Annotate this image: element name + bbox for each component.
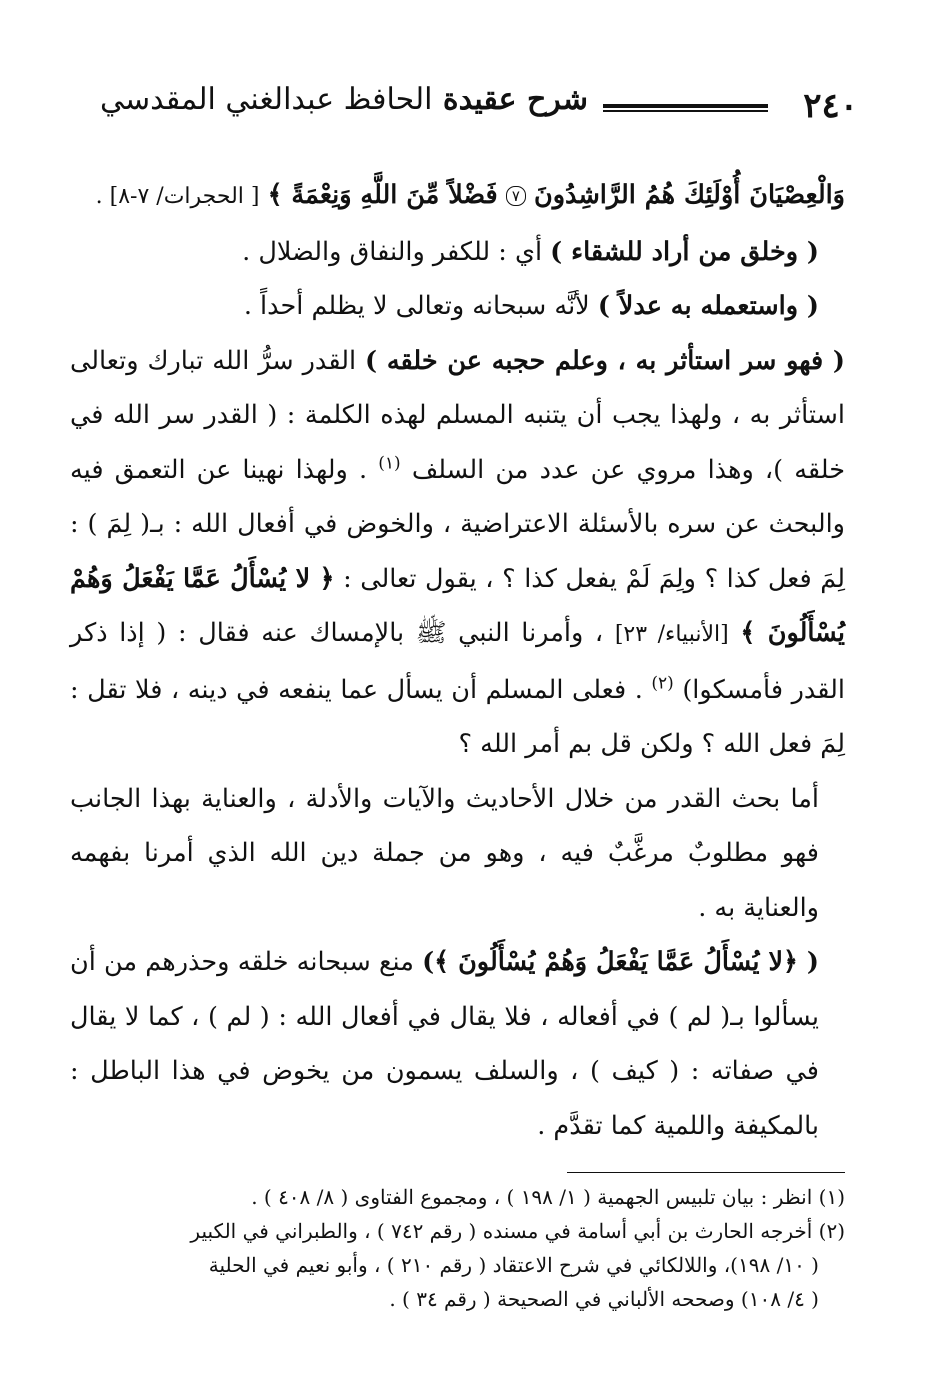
commentary: القدر سرُّ الله تبارك وتعالى استأثر به ، ولهذا يجب أن يتنبه المسلم لهذه الكلمة : ( القدر سر الله في خلقه )، وهذا مروي عن عدد من السلف	[70, 345, 846, 485]
footnote-1: (١) انظر : بيان تلبيس الجهمية ( ١/ ١٩٨ ) ، ومجموع الفتاوى ( ٨/ ٤٠٨ ) .	[251, 1185, 845, 1209]
commentary: ، وأمرنا النبي ﷺ بالإمساك عنه فقال : ( إذا ذكر القدر فأمسكوا)	[70, 618, 846, 705]
book-title-main: شرح عقيدة	[442, 82, 588, 117]
verse-reference: [الأنبياء/ ٢٣]	[614, 622, 729, 647]
commentary: أما بحث القدر من خلال الأحاديث والآيات والأدلة ، والعناية بهذا الجانب فهو مطلوبٌ مرغَّبٌ فيه ، وهو من جملة دين الله الذي أمرنا بفهمه والعناية به .	[70, 783, 819, 923]
matn-quote: ( وخلق من أراد للشقاء )	[550, 236, 819, 267]
paragraph-1	[70, 168, 845, 225]
quran-verse: ﴿ لا يُسْأَلُ عَمَّا يَفْعَلُ وَهُمْ يُسْأَلُونَ ﴾	[70, 563, 846, 648]
page-body	[70, 168, 845, 1153]
footnote-marker-2: (٢)	[651, 673, 674, 693]
commentary: . فعلى المسلم أن يسأل عما ينفعه في دينه ، فلا تقل : لِمَ فعل الله ؟ ولكن قل بم أمر الله ؟	[70, 674, 845, 759]
paragraph-5	[70, 772, 845, 936]
ayah-number: ٧	[506, 186, 526, 206]
matn-quote: ( فهو سر استأثر به ، وعلم حجبه عن خلقه )	[365, 345, 846, 376]
paragraph-2	[70, 225, 845, 280]
book-author: الحافظ عبدالغني المقدسي	[99, 82, 433, 117]
verse-reference: [ الحجرات/ ٧-٨] .	[95, 184, 260, 209]
paragraph-6	[70, 935, 845, 1153]
commentary: أي : للكفر والنفاق والضلال .	[242, 236, 543, 267]
paragraph-3	[70, 279, 845, 334]
matn-quote: ( واستعمله به عدلاً )	[597, 291, 819, 321]
quran-verse: وَالْعِصْيَانَ أُوْلَئِكَ هُمُ الرَّاشِدُونَ	[534, 180, 845, 210]
footnotes	[75, 1180, 845, 1316]
paragraph-4	[70, 334, 845, 772]
footnote-2-line-1: (٢) أخرجه الحارث بن أبي أسامة في مسنده ( رقم ٧٤٢ ) ، والطبراني في الكبير	[190, 1219, 845, 1243]
commentary: لأنَّه سبحانه وتعالى لا يظلم أحداً .	[243, 291, 590, 321]
page-header	[28, 78, 858, 138]
footnote-2-line-2: ( ١٠/ ١٩٨)، واللالكائي في شرح الاعتقاد ( رقم ٢١٠ ) ، وأبو نعيم في الحلية	[208, 1253, 819, 1277]
header-rule	[603, 104, 768, 112]
footnote-2-line-3: ( ٤/ ١٠٨) وصححه الألباني في الصحيحة ( رقم ٣٤ ) .	[389, 1287, 819, 1311]
page-number: ٢٤٠	[803, 86, 858, 126]
book-title	[100, 82, 588, 117]
quran-verse-continued: فَضْلاً مِّنَ اللَّهِ وَنِعْمَةً ﴾	[267, 180, 498, 210]
footnote-divider	[567, 1172, 845, 1173]
footnote-marker-1: (١)	[378, 453, 401, 473]
matn-quote: ( ﴿لا يُسْأَلُ عَمَّا يَفْعَلُ وَهُمْ يُسْأَلُونَ ﴾)	[422, 947, 819, 977]
commentary: منع سبحانه خلقه وحذرهم من أن يسألوا بـ( لم ) في أفعاله ، فلا يقال في أفعال الله : ( لم ) ، كما لا يقال في صفاته : ( كيف ) ، والسلف يسمون من يخوض في هذا الباطل : بالمكيفة واللمية كما تقدَّم .	[70, 947, 819, 1141]
commentary: . ولهذا نهينا عن التعمق فيه والبحث عن سره بالأسئلة الاعتراضية ، والخوض في أفعال الله : بـ( لِمَ ) : لِمَ فعل كذا ؟ ولِمَ لَمْ يفعل كذا ؟ ، يقول تعالى :	[70, 454, 845, 594]
